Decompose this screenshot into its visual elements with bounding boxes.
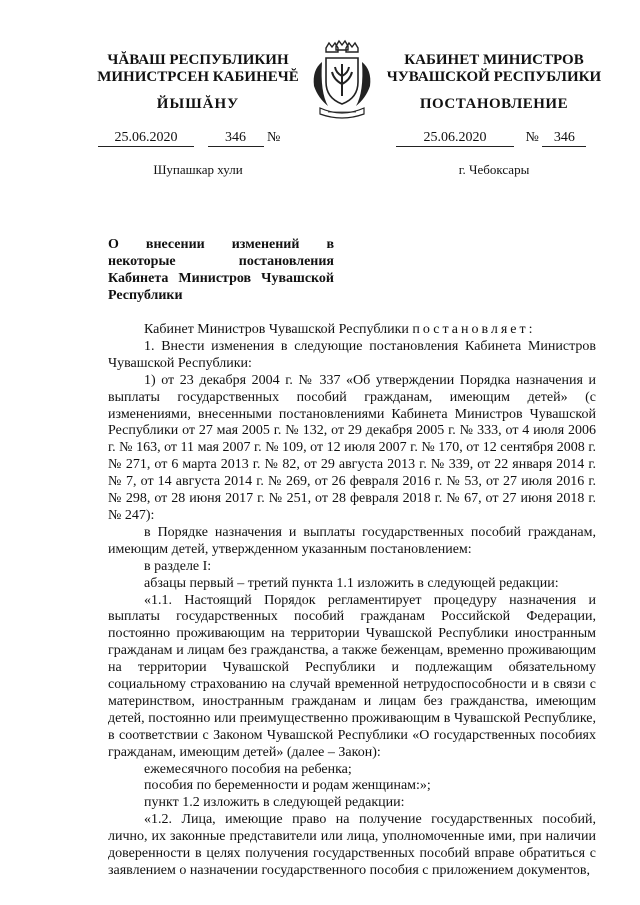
number-sign-russian: № xyxy=(525,130,539,145)
document-subject: О внесении изменений в некоторые постановления Кабинета Министров Чувашской Республики xyxy=(108,237,334,303)
org-name-russian-line2: ЧУВАШСКОЙ РЕСПУБЛИКИ xyxy=(386,69,602,85)
body-paragraph: пособия по беременности и родам женщинам:»; xyxy=(144,778,431,794)
body-paragraph: пункт 1.2 изложить в следующей редакции: xyxy=(144,795,405,811)
org-name-chuvash-line1: ЧĂВАШ РЕСПУБЛИКИН xyxy=(107,52,289,68)
org-name-russian-line1: КАБИНЕТ МИНИСТРОВ xyxy=(404,52,584,68)
org-name-chuvash xyxy=(96,52,300,86)
number-sign-chuvash: № xyxy=(267,130,281,145)
city-russian: г. Чебоксары xyxy=(458,162,530,177)
date-russian: 25.06.2020 xyxy=(396,130,514,147)
intro-resolves: постановляет: xyxy=(412,322,536,337)
org-name-chuvash-line2: МИНИСТРСЕН КАБИНЕЧĔ xyxy=(97,69,299,85)
dateline-russian xyxy=(396,130,596,146)
intro-paragraph xyxy=(108,322,596,339)
date-chuvash: 25.06.2020 xyxy=(98,130,194,147)
body-paragraph: 1) от 23 декабря 2004 г. № 337 «Об утверждении Порядка назначения и выплаты государственных пособий гражданам, имеющим детей» (с изменениями, внесенными постановлениями Кабинета Министров Чувашской Республики от 27 мая 2005 г. № 132, от 29 декабря 2005 г. № 333, от 4 июля 2006 г. № 163, от 11 мая 2007 г. № 109, от 12 июля 2007 г. № 170, от 12 сентября 2008 г. № 271, от 6 марта 2013 г. № 82, от 29 августа 2013 г. № 339, от 22 января 2014 г. № 7, от 14 августа 2014 г. № 269, от 26 февраля 2016 г. № 53, от 27 июля 2016 г. № 298, от 28 июня 2017 г. № 251, от 28 февраля 2018 г. № 67, от 27 июня 2018 г. № 247): xyxy=(108,372,596,523)
doc-type-chuvash: ЙЫШĂНУ xyxy=(156,96,240,112)
body-paragraph: ежемесячного пособия на ребенка; xyxy=(144,761,352,777)
body-paragraph: «1.1. Настоящий Порядок регламентирует процедуру назначения и выплаты государственных пособий гражданам Российской Федерации, постоянно проживающим на территории Чувашской Республики иностранным гражданам и лицам без гражданства, а также беженцам, временно проживающим на территории Чувашской Республики и подлежащим обязательному социальному страхованию на случай временной нетрудоспособности и в связи с материнством, иностранным гражданам и лицам без гражданства, имеющим детей, постоянно или преимущественно проживающим в Чувашской Республике, в соответствии с Законом Чувашской Республики «О государственных пособиях гражданам, имеющим детей» (далее – Закон): xyxy=(108,592,596,760)
body-paragraph: 1. Внести изменения в следующие постановления Кабинета Министров Чувашской Республики: xyxy=(108,338,596,371)
body-paragraph: в разделе I: xyxy=(144,558,212,574)
chuvash-republic-emblem-icon xyxy=(304,38,380,120)
org-name-russian xyxy=(384,52,604,86)
intro-lead: Кабинет Министров Чувашской Республики xyxy=(144,322,413,337)
body-paragraph: в Порядке назначения и выплаты государственных пособий гражданам, имеющим детей, утвержденном указанным постановлением: xyxy=(108,524,596,557)
doc-type-russian: ПОСТАНОВЛЕНИЕ xyxy=(419,96,569,112)
number-russian: 346 xyxy=(542,130,586,147)
number-chuvash: 346 xyxy=(208,130,264,147)
body-paragraph: абзацы первый – третий пункта 1.1 изложить в следующей редакции: xyxy=(144,575,559,591)
city-chuvash: Шупашкар хули xyxy=(153,162,243,177)
body-paragraph: «1.2. Лица, имеющие право на получение государственных пособий, лично, их законные представители или лица, уполномоченные ими, при наличии доверенности в целях получения государственных пособий вправе обратиться с заявлением о назначении государственного пособия с приложением документов, xyxy=(108,812,596,878)
document-body xyxy=(108,322,596,880)
dateline-chuvash xyxy=(98,130,303,146)
